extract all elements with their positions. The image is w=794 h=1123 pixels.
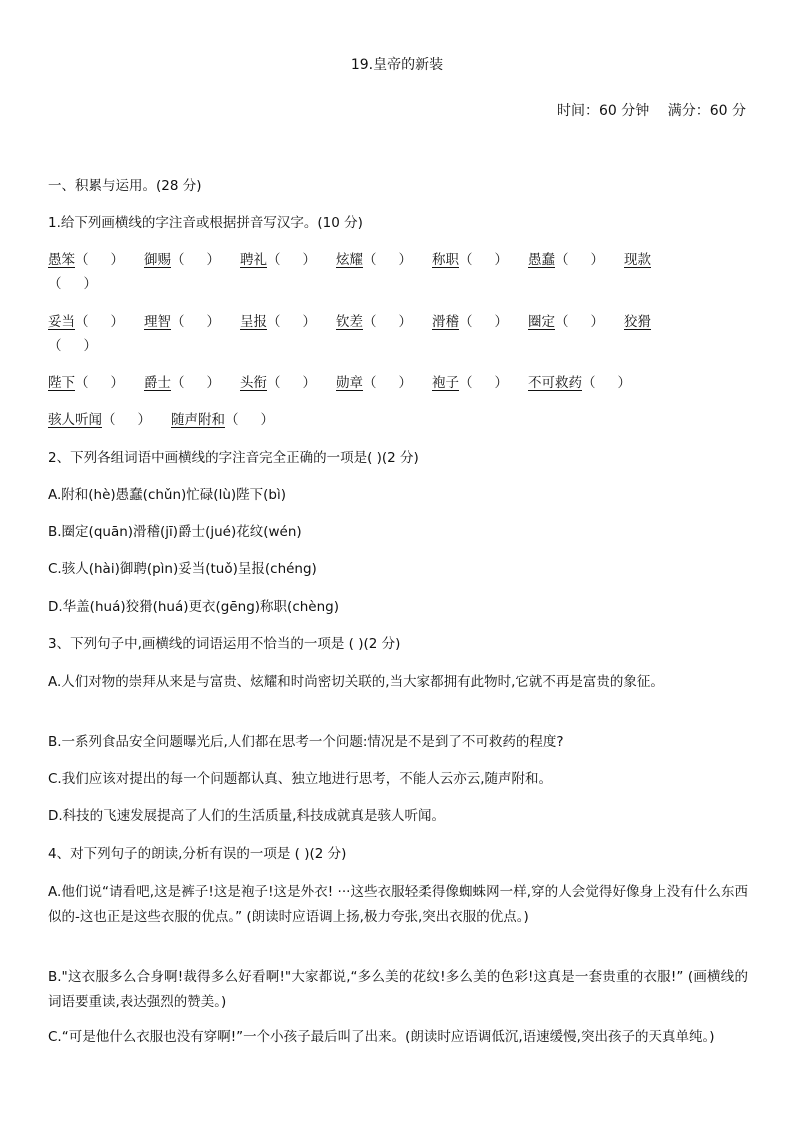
q3-option-b: B.一系列食品安全问题曝光后,人们都在思考一个问题:情况是不是到了不可救药的程度? (48, 734, 564, 750)
word-item: 狡猾 (624, 314, 651, 330)
q2-option-a: A.附和(hè)愚蠢(chǔn)忙碌(lù)陛下(bì) (48, 487, 287, 503)
question-2-stem: 2、下列各组词语中画横线的字注音完全正确的一项是( )(2 分) (48, 450, 419, 466)
q4-option-a: A.他们说“请看吧,这是裤子!这是袍子!这是外衣! ···这些衣服轻柔得像蜘蛛网一样,穿的人会觉得好像身上没有什么东西似的-这也正是这些衣服的优点。” (朗读时应语调上扬,极力夸张,突出衣服的优点。) (48, 884, 748, 925)
word-item: 钦差（ ） (336, 314, 412, 330)
q2-option-b: B.圈定(quān)滑稽(jī)爵士(jué)花纹(wén) (48, 524, 302, 540)
q2-option-c: C.骇人(hài)御聘(pìn)妥当(tuǒ)呈报(chéng) (48, 561, 317, 577)
time-limit: 时间：60 分钟 (557, 103, 650, 119)
q1-row-2 (48, 311, 748, 334)
word-item: 愚蠢（ ） (528, 252, 604, 268)
word-item: 随声附和（ ） (171, 412, 274, 428)
q4-option-c: C.“可是他什么衣服也没有穿啊!”一个小孩子最后叫了出来。(朗读时应语调低沉,语速缓慢,突出孩子的天真单纯。) (48, 1029, 715, 1045)
word-item: 袍子（ ） (432, 375, 508, 391)
question-4-stem: 4、对下列句子的朗读,分析有误的一项是 ( )(2 分) (48, 846, 347, 862)
word-item: 称职（ ） (432, 252, 508, 268)
q1-row-1 (48, 249, 748, 272)
question-3-stem: 3、下列句子中,画横线的词语运用不恰当的一项是 ( )(2 分) (48, 636, 401, 652)
q3-option-d: D.科技的飞速发展提高了人们的生活质量,科技成就真是骇人听闻。 (48, 808, 445, 824)
word-item: 御赐（ ） (144, 252, 220, 268)
full-score: 满分：60 分 (667, 103, 746, 119)
q3-option-a: A.人们对物的崇拜从来是与富贵、炫耀和时尚密切关联的,当大家都拥有此物时,它就不再是富贵的象征。 (48, 674, 664, 690)
word-item: 骇人听闻（ ） (48, 412, 151, 428)
word-item: 愚笨（ ） (48, 252, 124, 268)
word-item: 圈定（ ） (528, 314, 604, 330)
word-item: 呈报（ ） (240, 314, 316, 330)
word-item: 炫耀（ ） (336, 252, 412, 268)
word-item: 现款 (624, 252, 651, 268)
question-1-stem: 1.给下列画横线的字注音或根据拼音写汉字。(10 分) (48, 215, 363, 231)
word-item: 勋章（ ） (336, 375, 412, 391)
word-item: 聘礼（ ） (240, 252, 316, 268)
q2-option-d: D.华盖(huá)狡猾(huá)更衣(gēng)称职(chèng) (48, 599, 340, 615)
q4-option-b: B."这衣服多么合身啊!裁得多么好看啊!"大家都说,“多么美的花纹!多么美的色彩!这真是一套贵重的衣服!” (画横线的词语要重读,表达强烈的赞美。) (48, 969, 748, 1010)
section-heading: 一、积累与运用。(28 分) (48, 178, 202, 194)
page-title: 19.皇帝的新装 (350, 57, 444, 73)
word-item: 妥当（ ） (48, 314, 124, 330)
q3-option-c: C.我们应该对提出的每一个问题都认真、独立地进行思考，不能人云亦云,随声附和。 (48, 771, 553, 787)
word-item: 理智（ ） (144, 314, 220, 330)
q1-row-2-wrap: （ ） (48, 338, 97, 354)
word-item: 头衔（ ） (240, 375, 316, 391)
q1-row-3 (48, 372, 748, 395)
word-item: 爵士（ ） (144, 375, 220, 391)
word-item: 不可救药（ ） (528, 375, 631, 391)
exam-meta (543, 100, 746, 120)
q1-row-4 (48, 409, 748, 432)
word-item: 陛下（ ） (48, 375, 124, 391)
q1-row-1-wrap: （ ） (48, 276, 97, 292)
word-item: 滑稽（ ） (432, 314, 508, 330)
